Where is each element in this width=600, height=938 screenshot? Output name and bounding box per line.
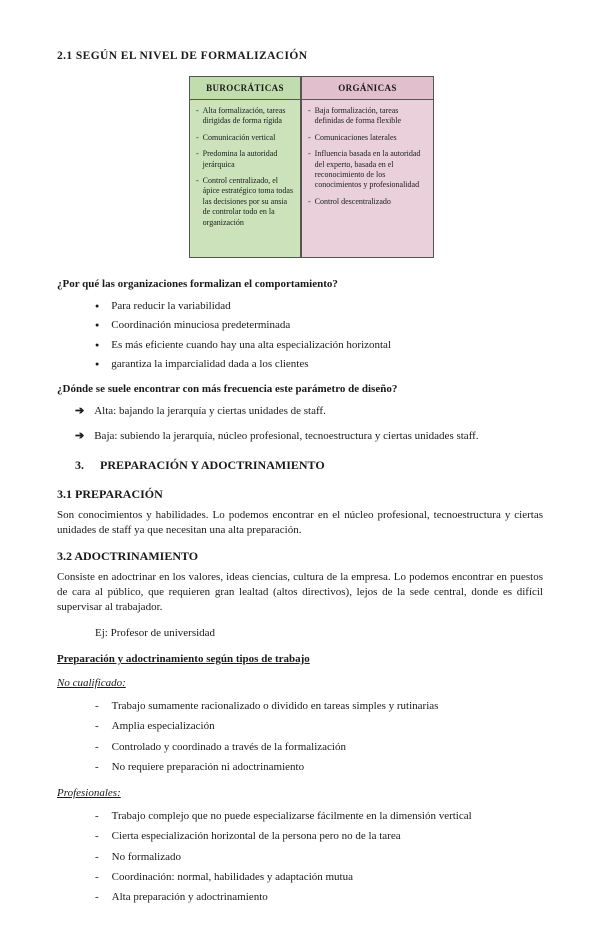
- section-3-2-heading: 3.2 ADOCTRINAMIENTO: [57, 549, 199, 564]
- list-item-text: Amplia especialización: [111, 720, 215, 733]
- list-item: [95, 699, 543, 713]
- list-item-text: Coordinación minuciosa predeterminada: [111, 319, 291, 332]
- cell-text: Predomina la autoridad jerárquica: [202, 149, 278, 169]
- page-title: 2.1 SEGÚN EL NIVEL DE FORMALIZACIÓN: [57, 50, 308, 62]
- cell-text: Control centralizado, el ápice estratégico toma todas las decisiones por su ansia de controlar todo en la organización: [202, 175, 294, 227]
- list-item: [75, 404, 543, 418]
- section-3-1-heading: 3.1 PREPARACIÓN: [57, 486, 163, 501]
- bullet-icon: ●: [95, 302, 100, 310]
- bullet-icon: ●: [95, 340, 100, 349]
- table-cell-item: [308, 106, 428, 127]
- why-bullet-list: [95, 299, 543, 371]
- section-3-heading: [75, 458, 543, 473]
- question-where-heading: ¿Dónde se suele encontrar con más frecuencia este parámetro de diseño?: [57, 383, 398, 396]
- list-item: [95, 809, 543, 823]
- section-3-1-paragraph: Son conocimientos y habilidades. Lo podemos encontrar en el núcleo profesional, tecnoestructura y ciertas unidades de staff ya que necesitan una alta preparación.: [57, 508, 543, 536]
- section-title-text: PREPARACIÓN Y ADOCTRINAMIENTO: [100, 457, 325, 472]
- list-item: [75, 429, 543, 443]
- dash-icon: -: [95, 760, 99, 773]
- list-item: [95, 338, 543, 352]
- dash-icon: -: [95, 810, 99, 823]
- list-item: [95, 760, 543, 774]
- list-item: [95, 719, 543, 733]
- list-item: [95, 740, 543, 754]
- list-item: [95, 850, 543, 864]
- bullet-icon: ●: [95, 359, 100, 368]
- table-cell-item: [196, 133, 295, 143]
- table-col-burocraticas: [189, 76, 301, 258]
- list-item-text: Para reducir la variabilidad: [111, 300, 231, 312]
- list-item: [95, 870, 543, 884]
- dash-icon: -: [308, 149, 311, 159]
- dash-icon: -: [95, 871, 99, 884]
- list-item: [95, 318, 543, 332]
- bullet-icon: ●: [95, 321, 100, 330]
- dash-icon: -: [95, 740, 99, 753]
- example-text: Ej: Profesor de universidad: [95, 627, 216, 639]
- arrow-icon: ➔: [75, 405, 85, 418]
- dash-icon: -: [95, 850, 99, 863]
- question-why-heading: ¿Por qué las organizaciones formalizan el comportamiento?: [57, 278, 338, 290]
- where-arrow-list: [75, 404, 543, 444]
- dash-icon: -: [196, 132, 199, 142]
- table-cell-item: [308, 149, 428, 191]
- list-item-text: Cierta especialización horizontal de la persona pero no de la tarea: [111, 830, 401, 843]
- table-body-burocraticas: [189, 100, 301, 258]
- dash-icon: -: [196, 106, 199, 115]
- list-item-text: Es más eficiente cuando hay una alta especialización horizontal: [111, 338, 391, 351]
- dash-icon: -: [95, 830, 99, 843]
- cell-text: Comunicaciones laterales: [314, 132, 397, 142]
- cell-text: Baja formalización, tareas definidas de forma flexible: [314, 106, 402, 126]
- list-item-text: Coordinación: normal, habilidades y adaptación mutua: [111, 871, 353, 884]
- dash-icon: -: [308, 132, 311, 142]
- dash-icon: -: [308, 196, 311, 206]
- cell-text: Comunicación vertical: [202, 132, 276, 142]
- section-number: 3.: [75, 457, 84, 472]
- list-item-text: No formalizado: [111, 850, 182, 863]
- list-item-text: Alta: bajando la jerarquía y ciertas unidades de staff.: [94, 405, 326, 418]
- list-item-text: No requiere preparación ni adoctrinamiento: [111, 760, 305, 773]
- section-3-2-paragraph: Consiste en adoctrinar en los valores, ideas ciencias, cultura de la empresa. Lo podemos encontrar en puestos de cara al público, que requieren gran lealtad (altos directivos), lejos de la sede central, donde es difícil supervisar al trabajador.: [57, 571, 543, 614]
- profesionales-list: [95, 809, 543, 904]
- list-item-text: Controlado y coordinado a través de la formalización: [111, 740, 346, 753]
- dash-icon: -: [308, 106, 311, 115]
- list-item: [95, 890, 543, 904]
- dash-icon: -: [196, 175, 199, 185]
- cell-text: Alta formalización, tareas dirigidas de forma rígida: [202, 106, 286, 126]
- dash-icon: -: [196, 149, 199, 159]
- list-item-text: garantiza la imparcialidad dada a los clientes: [111, 357, 309, 370]
- table-col-organicas: [301, 76, 434, 258]
- dash-icon: -: [95, 891, 99, 904]
- list-item-text: Baja: subiendo la jerarquía, núcleo profesional, tecnoestructura y ciertas unidades staff.: [94, 430, 479, 443]
- table-cell-item: [196, 106, 295, 127]
- table-cell-item: [308, 133, 428, 143]
- cell-text: Control descentralizado: [314, 196, 391, 206]
- profesionales-heading: Profesionales:: [57, 787, 121, 800]
- list-item: [95, 829, 543, 843]
- list-item-text: Trabajo complejo que no puede especializarse fácilmente en la dimensión vertical: [111, 810, 472, 823]
- table-header-organicas: ORGÁNICAS: [301, 76, 434, 100]
- table-cell-item: [196, 176, 295, 228]
- table-body-organicas: [301, 100, 434, 258]
- dash-icon: -: [95, 720, 99, 733]
- list-item-text: Alta preparación y adoctrinamiento: [111, 891, 268, 904]
- work-types-heading: Preparación y adoctrinamiento según tipos de trabajo: [57, 653, 310, 665]
- comparison-table: [189, 76, 543, 258]
- dash-icon: -: [95, 700, 99, 712]
- arrow-icon: ➔: [75, 430, 85, 443]
- table-cell-item: [308, 197, 428, 207]
- list-item: [95, 357, 543, 371]
- cell-text: Influencia basada en la autoridad del experto, basada en el reconocimiento de los conocimientos y profesionalidad: [314, 149, 421, 190]
- table-cell-item: [196, 149, 295, 170]
- no-cualificado-heading: No cualificado:: [57, 677, 126, 689]
- list-item-text: Trabajo sumamente racionalizado o dividido en tareas simples y rutinarias: [111, 700, 439, 712]
- no-cualificado-list: [95, 699, 543, 774]
- list-item: [95, 299, 543, 313]
- table-header-burocraticas: BUROCRÁTICAS: [189, 76, 301, 100]
